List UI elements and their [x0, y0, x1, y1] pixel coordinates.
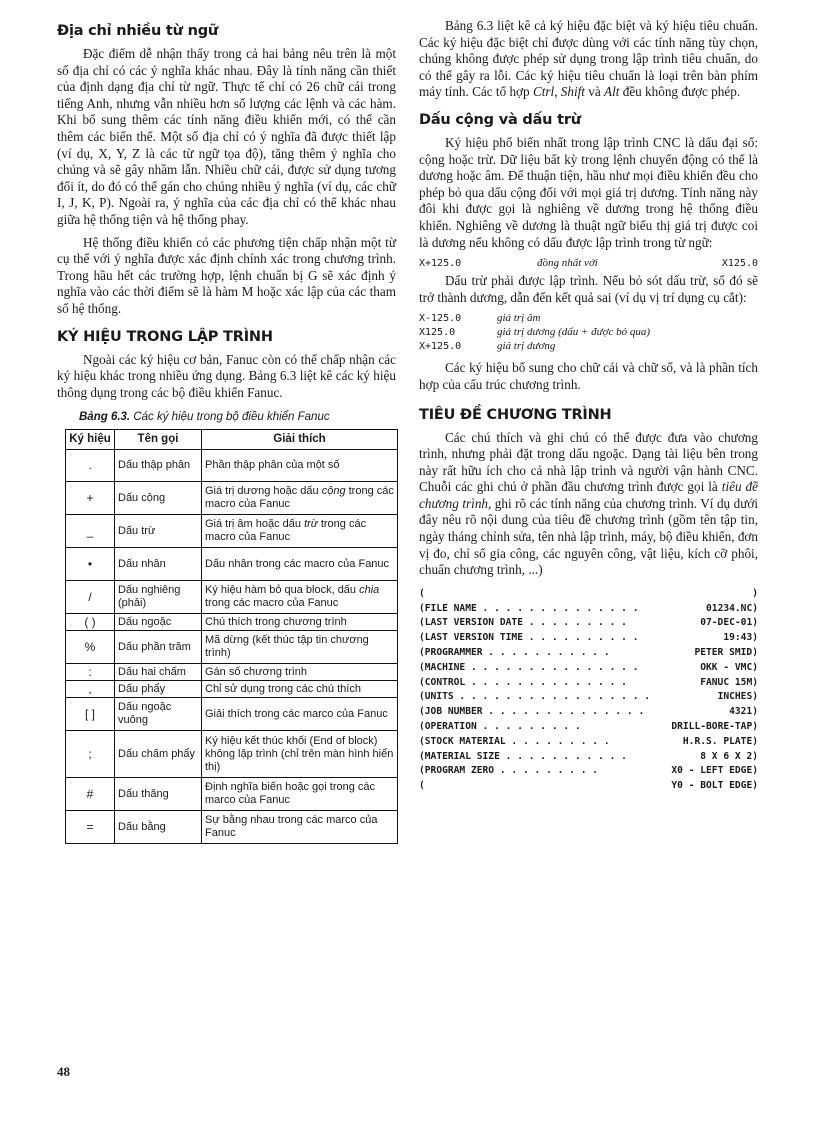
right-column [419, 18, 758, 794]
header-line [419, 779, 758, 794]
table-row [66, 548, 398, 581]
header-key: (FILE NAME . . . . . . . . . . . . . . [419, 602, 639, 614]
header-key: (PROGRAM ZERO . . . . . . . . . [419, 765, 599, 777]
table-row [66, 581, 398, 614]
code-note: giá trị âm [497, 312, 541, 325]
header-key: (JOB NUMBER . . . . . . . . . . . . . . [419, 706, 645, 718]
header-key: (CONTROL . . . . . . . . . . . . . . [419, 676, 627, 688]
text: trong các macro của Fanuc [205, 485, 394, 511]
emphasis: trừ [304, 518, 318, 531]
header-value: 8 X 6 X 2) [700, 750, 758, 762]
caption-label: Bảng 6.3. [79, 411, 131, 424]
header-line [419, 616, 758, 631]
emphasis: cộng [321, 485, 346, 498]
header-value: 01234.NC) [706, 602, 758, 614]
code-note: giá trị dương (dấu + được bỏ qua) [497, 326, 651, 339]
emphasis: tiêu đề chương trình [419, 479, 758, 511]
code-example [419, 312, 758, 324]
header-value: H.R.S. PLATE) [682, 735, 758, 747]
name-cell: Dấu bằng [115, 811, 202, 844]
header-value: DRILL-BORE-TAP) [671, 721, 758, 733]
header-line [419, 705, 758, 720]
header-line [419, 750, 758, 765]
header-value: Y0 - BOLT EDGE) [671, 780, 758, 792]
code-example [419, 340, 758, 352]
symbols-table [65, 429, 398, 844]
section-heading-plus-minus: Dấu cộng và dấu trừ [419, 111, 581, 128]
header-value: 4321) [729, 706, 758, 718]
table-row [66, 631, 398, 664]
header-line [419, 646, 758, 661]
section-heading-program-header: TIÊU ĐỀ CHƯƠNG TRÌNH [419, 406, 612, 423]
text: Mã dừng (kết thúc tập tin chương trình) [205, 634, 369, 660]
name-cell: Dấu phần trăm [115, 631, 202, 664]
name-cell: Dấu thăng [115, 778, 202, 811]
header-line [419, 602, 758, 617]
symbol-cell: [ ] [66, 698, 115, 731]
text: và [584, 84, 605, 100]
symbol-cell: = [66, 811, 115, 844]
header-key: (PROGRAMMER . . . . . . . . . . . [419, 647, 610, 659]
table-row [66, 515, 398, 548]
symbol-cell: , [66, 681, 115, 698]
name-cell: Dấu cộng [115, 482, 202, 515]
header-line [419, 631, 758, 646]
symbol-cell: # [66, 778, 115, 811]
table-row [66, 614, 398, 631]
symbol-cell: . [66, 450, 115, 482]
text: trong các macro của Fanuc [205, 518, 367, 544]
description-cell [202, 450, 398, 482]
description-cell [202, 581, 398, 614]
paragraph [419, 430, 758, 579]
table-row [66, 681, 398, 698]
section-heading-word-address: Địa chỉ nhiều từ ngữ [57, 23, 219, 39]
text: Ký hiệu hàm bỏ qua block, dấu [205, 584, 360, 597]
table-caption [79, 411, 396, 423]
text: Ký hiệu kết thúc khối (End of block) không lập trình (chỉ trên màn hình hiển thị) [205, 734, 394, 773]
code-note: đồng nhất với [537, 257, 598, 270]
header-value: X0 - LEFT EDGE) [671, 765, 758, 777]
code-value: X125.0 [721, 258, 758, 270]
header-value: OKK - VMC) [700, 661, 758, 673]
table-row [66, 482, 398, 515]
caption-text: Các ký hiệu trong bộ điều khiển Fanuc [133, 411, 330, 424]
symbol-cell: / [66, 581, 115, 614]
description-cell [202, 778, 398, 811]
header-key: (MATERIAL SIZE . . . . . . . . . . . [419, 750, 627, 762]
column-header: Giải thích [202, 430, 398, 450]
header-key: ( [419, 780, 425, 792]
text: trong các macro của Fanuc [205, 597, 339, 610]
header-line [419, 676, 758, 691]
text: Chú thích trong chương trình [205, 615, 347, 628]
symbol-cell: % [66, 631, 115, 664]
text: Phần thập phân của một số [205, 459, 340, 472]
symbol-cell: + [66, 482, 115, 515]
header-value: 07-DEC-01) [700, 617, 758, 629]
text: , ghi rõ các tính năng của chương trình. Ví dụ dưới đây nêu rõ nội dung của tiêu đề chương trình (gồm tên tập tin, ngày tháng chỉnh sửa, tên nhà lập trình, máy, bộ điều khiển, đơn vị đo, chỉ số gia công, các nguyên công, vật liệu, kích cỡ phôi, chuẩn chương trình, ...) [419, 495, 759, 578]
name-cell: Dấu nghiêng (phải) [115, 581, 202, 614]
code-example [419, 326, 758, 338]
header-key: (MACHINE . . . . . . . . . . . . . . . [419, 661, 639, 673]
text: Định nghĩa biến hoặc gọi trong các marco của Fanuc [205, 781, 376, 807]
table-header-row [66, 430, 398, 450]
symbol-cell: ( ) [66, 614, 115, 631]
header-key: (OPERATION . . . . . . . . . [419, 721, 581, 733]
text: Các chú thích và ghi chú có thể được đưa vào chương trình, nhưng phải đặt trong dấu ngoặc. Dạng tài liệu bên trong này rất hữu ích cho cả nhà lập trình và người vận hành CNC. Chuỗi các ghi chú ở phần đầu chương trình được gọi là [419, 429, 758, 495]
text: Bảng 6.3 liệt kê cả ký hiệu đặc biệt và ký hiệu tiêu chuẩn. Các ký hiệu đặc biệt chỉ được dùng với các tính năng tùy chọn, chúng không được phép sử dụng trong lập trình tiêu chuẩn, do có thể gây ra lỗi. Các ký hiệu tiêu chuẩn là loại trên bàn phím máy tính. Các tổ hợp [419, 18, 758, 100]
text: Giải thích trong các marco của Fanuc [205, 707, 388, 720]
header-key: (LAST VERSION TIME . . . . . . . . . . [419, 632, 639, 644]
header-key: (UNITS . . . . . . . . . . . . . . . . . [419, 691, 651, 703]
paragraph: Hệ thống điều khiển có các phương tiện chấp nhận một từ cụ thể với ý nghĩa được xác định chính xác trong chương trình. Trong hầu hết các trường hợp, lệnh chuẩn bị G sẽ xác định ý nghĩa vào các thời điểm sẽ là hàm M hoặc xác lập của các tham số hệ thống. [57, 234, 396, 316]
symbol-cell: • [66, 548, 115, 581]
equivalence-example [419, 257, 758, 269]
text: Giá trị âm hoặc dấu [205, 518, 305, 531]
key-alt: Alt [604, 84, 620, 100]
header-line [419, 720, 758, 735]
header-value: 19:43) [723, 632, 758, 644]
header-key: (LAST VERSION DATE . . . . . . . . . [419, 617, 627, 629]
description-cell [202, 614, 398, 631]
header-key: ( [419, 587, 425, 599]
left-column [57, 18, 396, 844]
table-row [66, 450, 398, 482]
table-row [66, 731, 398, 778]
text: Sự bằng nhau trong các marco của Fanuc [205, 814, 378, 840]
text: đều không được phép. [619, 84, 741, 100]
symbol-cell: ; [66, 731, 115, 778]
text: Chỉ sử dụng trong các chú thích [205, 682, 361, 695]
table-row [66, 698, 398, 731]
name-cell: Dấu trừ [115, 515, 202, 548]
header-line [419, 735, 758, 750]
key-shift: Shift [560, 84, 585, 100]
symbol-cell: : [66, 664, 115, 681]
name-cell: Dấu ngoặc vuông [115, 698, 202, 731]
column-header: Ký hiệu [66, 430, 115, 450]
name-cell: Dấu phẩy [115, 681, 202, 698]
description-cell [202, 548, 398, 581]
table-body [66, 450, 398, 844]
table-row [66, 664, 398, 681]
paragraph: Ngoài các ký hiệu cơ bản, Fanuc còn có thể chấp nhận các ký hiệu khác trong nhiều ứng dụng. Bảng 6.3 liệt kê các ký hiệu thông dụng trong các bộ điều khiển Fanuc. [57, 351, 396, 400]
name-cell: Dấu ngoặc [115, 614, 202, 631]
name-cell: Dấu nhân [115, 548, 202, 581]
description-cell [202, 811, 398, 844]
header-value: FANUC 15M) [700, 676, 758, 688]
code-note: giá trị dương [497, 340, 556, 353]
name-cell: Dấu thập phân [115, 450, 202, 482]
description-cell [202, 631, 398, 664]
header-value: PETER SMID) [694, 647, 758, 659]
description-cell [202, 664, 398, 681]
column-header: Tên gọi [115, 430, 202, 450]
emphasis: chia [359, 584, 380, 597]
description-cell [202, 681, 398, 698]
header-line [419, 661, 758, 676]
section-heading-symbols: KÝ HIỆU TRONG LẬP TRÌNH [57, 328, 273, 345]
header-key: (STOCK MATERIAL . . . . . . . . . [419, 735, 610, 747]
header-line [419, 690, 758, 705]
paragraph: Đặc điểm dễ nhận thấy trong cả hai bảng nêu trên là một số địa chỉ có các ý nghĩa khác nhau. Đây là tính năng cần thiết của định dạng địa chỉ từ ngữ. Thực tế chỉ có 26 chữ cái trong tiếng Anh, nhưng vẫn nhiều hơn số lượng các lệnh và các hàm. Khi bổ sung thêm các tính năng điều khiển mới, có thể cần thêm các biến thể. Một số địa chỉ có ý nghĩa đã được thiết lập (ví dụ, X, Y, Z là các từ ngữ tọa độ), tăng thêm ý nghĩa cho chúng và sẽ gây nhầm lẫn. Nhiều chữ cái, được sử dụng tương đối ít, do đó có thể gán cho chúng nhiều ý nghĩa (ví dụ, các chữ I, J, K, P). Ngoài ra, ý nghĩa của các địa chỉ có thể khác nhau giữa hệ thống tiện và hệ thống phay. [57, 46, 396, 227]
paragraph: Bảng 6.3 liệt kê cả ký hiệu đặc biệt và ký hiệu tiêu chuẩn. Các ký hiệu đặc biệt chỉ được dùng với các tính năng tùy chọn, chúng không được phép sử dụng trong lập trình tiêu chuẩn, do có thể gây ra lỗi. Các ký hiệu tiêu chuẩn là loại trên bàn phím máy tính. Các tổ hợp Ctrl, Shift và Alt đều không được phép. [419, 18, 758, 100]
code-value: X-125.0 [419, 313, 462, 325]
code-value: X+125.0 [419, 258, 462, 270]
name-cell: Dấu chấm phẩy [115, 731, 202, 778]
name-cell: Dấu hai chấm [115, 664, 202, 681]
description-cell [202, 698, 398, 731]
description-cell [202, 482, 398, 515]
header-value: ) [752, 587, 758, 599]
header-value: INCHES) [717, 691, 758, 703]
paragraph: Ký hiệu phổ biến nhất trong lập trình CNC là dấu đại số: cộng hoặc trừ. Dữ liệu bất kỳ trong lệnh chuyển động có thể là dương hoặc âm. Để thuận tiện, hầu như mọi điều khiển đều cho phép bỏ qua dấu cộng đối với mọi giá trị dương. Tính năng này đôi khi được gọi là nghiêng về dương trong hệ thống điều khiển. Nghiêng về dương là thuật ngữ biểu thị giá trị được coi là dương nếu không có dấu được lập trình trong từ ngữ: [419, 134, 758, 250]
paragraph: Các ký hiệu bổ sung cho chữ cái và chữ số, và là phần tích hợp của cấu trúc chương trình. [419, 360, 758, 392]
code-value: X+125.0 [419, 341, 462, 353]
table-row [66, 778, 398, 811]
sign-examples [419, 312, 758, 352]
text: Gán số chương trình [205, 665, 308, 678]
text: Dấu nhân trong các macro của Fanuc [205, 557, 390, 570]
description-cell [202, 515, 398, 548]
description-cell [202, 731, 398, 778]
key-ctrl: Ctrl [532, 84, 555, 100]
code-value: X125.0 [419, 327, 456, 339]
page-number: 48 [57, 1064, 70, 1079]
text: Giá trị dương hoặc dấu [205, 485, 322, 498]
paragraph: Dấu trừ phải được lập trình. Nếu bỏ sót dấu trừ, số đó sẽ trở thành dương, dẫn đến kết quả sai (ví dụ vị trí dụng cụ cắt): [419, 273, 758, 305]
header-line [419, 764, 758, 779]
table-row [66, 811, 398, 844]
header-line [419, 587, 758, 602]
program-header-code [419, 587, 758, 794]
symbol-cell: _ [66, 515, 115, 548]
